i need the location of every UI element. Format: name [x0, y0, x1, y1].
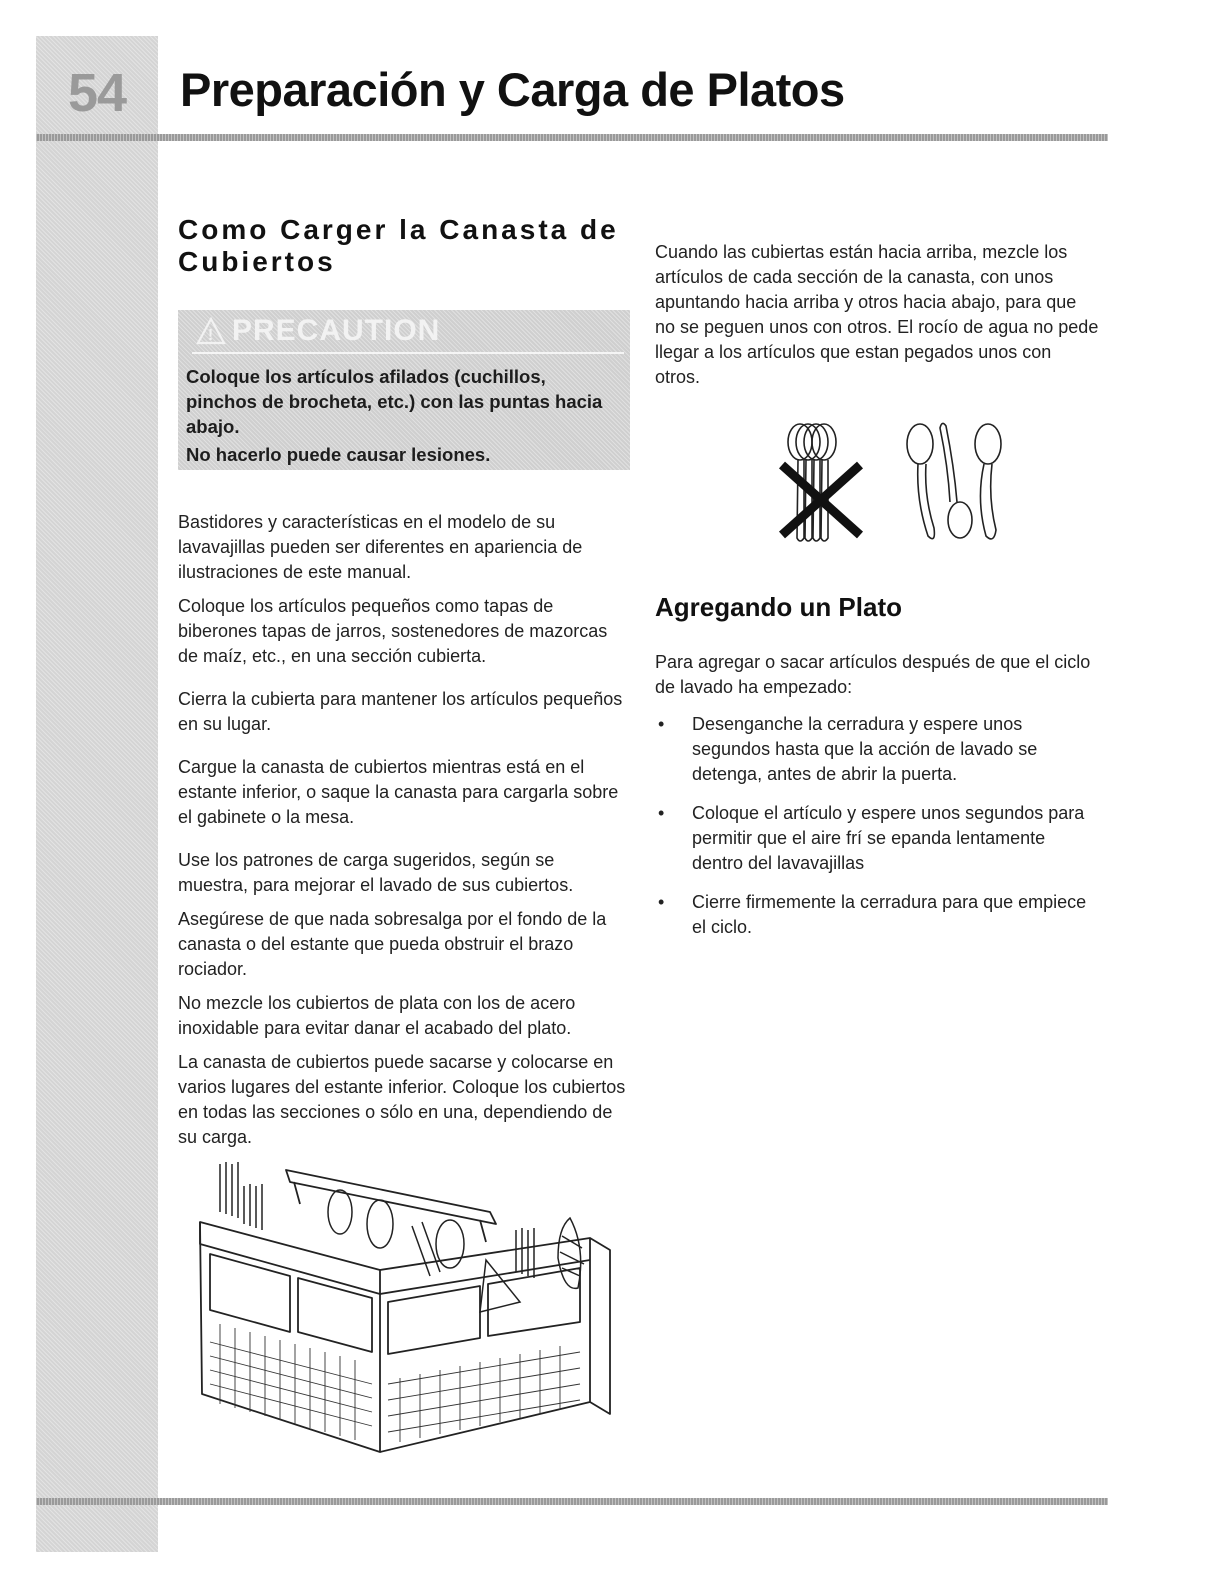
caution-box: [178, 310, 630, 470]
paragraph: Use los patrones de carga sugeridos, según se muestra, para mejorar el lavado de sus cubiertos.: [178, 850, 574, 895]
separated-spoons-icon: [907, 423, 1001, 538]
header-rule: [36, 134, 1108, 141]
section-heading-cutlery: Como Carger la Canasta de Cubiertos: [178, 214, 619, 277]
cutlery-basket-illustration: [190, 1152, 630, 1462]
add-dish-lead: Para agregar o sacar artículos después de que el ciclo de lavado ha empezado:: [655, 652, 1091, 697]
list-item: • Desenganche la cerradura y espere unos segundos hasta que la acción de lavado se detenga, antes de abrir la puerta.: [658, 714, 1038, 784]
caution-label: PRECAUTION: [232, 314, 441, 347]
bullet-icon: •: [658, 803, 665, 823]
paragraph: Bastidores y características en el modelo de su lavavajillas pueden ser diferentes en apariencia de ilustraciones de este manual.: [178, 512, 583, 582]
right-column: [655, 240, 1100, 937]
paragraph: No mezcle los cubiertos de plata con los de acero inoxidable para evitar danar el acabado del plato.: [178, 993, 576, 1038]
side-band: [36, 36, 158, 1552]
page-title: Preparación y Carga de Platos: [180, 63, 845, 116]
spoons-illustration: [770, 420, 1010, 550]
page-number: 54: [67, 63, 127, 123]
paragraph: Asegúrese de que nada sobresalga por el fondo de la canasta o del estante que pueda obstruir el brazo rociador.: [178, 909, 607, 979]
section-heading-add-dish: Agregando un Plato: [655, 592, 902, 622]
svg-text:!: !: [207, 327, 215, 344]
caution-text: [186, 364, 606, 467]
list-item: • Cierre firmemente la cerradura para que empiece el ciclo.: [658, 892, 1087, 937]
add-dish-steps: [655, 712, 1100, 940]
warning-triangle-icon: [196, 317, 226, 345]
paragraph: Cierra la cubierta para mantener los artículos pequeños en su lugar.: [178, 689, 623, 734]
footer-rule: [36, 1498, 1108, 1505]
bullet-icon: •: [658, 892, 665, 912]
caution-text-1: Coloque los artículos afilados (cuchillos, pinchos de brocheta, etc.) con las puntas hacia abajo.: [186, 366, 603, 437]
paragraph: Coloque los artículos pequeños como tapas de biberones tapas de jarros, sostenedores de mazorcas de maíz, etc., en una sección cubierta.: [178, 596, 608, 666]
caution-text-2: No hacerlo puede causar lesiones.: [186, 444, 491, 465]
bullet-icon: •: [658, 714, 665, 734]
left-paragraphs: [178, 510, 628, 1150]
paragraph: Cargue la canasta de cubiertos mientras está en el estante inferior, o saque la canasta para cargarla sobre el gabinete o la mesa.: [178, 757, 619, 827]
paragraph: La canasta de cubiertos puede sacarse y colocarse en varios lugares del estante inferior. Coloque los cubiertos en todas las secciones o sólo en una, dependiendo de su carga.: [178, 1052, 626, 1147]
nesting-paragraph: Cuando las cubiertas están hacia arriba, mezcle los artículos de cada sección de la canasta, con unos apuntando hacia arriba y otros hacia abajo, para que no se peguen unos con otros. El rocío de agua no pede llegar a los artículos que estan pegados unos con otros.: [655, 242, 1099, 387]
caution-divider: [192, 352, 624, 354]
add-dish-section: [655, 650, 1100, 954]
caution-header: [196, 314, 440, 348]
list-item: • Coloque el artículo y espere unos segundos para permitir que el aire frí se epanda lentamente dentro del lavavajillas: [658, 803, 1085, 873]
left-column: [178, 214, 628, 1159]
